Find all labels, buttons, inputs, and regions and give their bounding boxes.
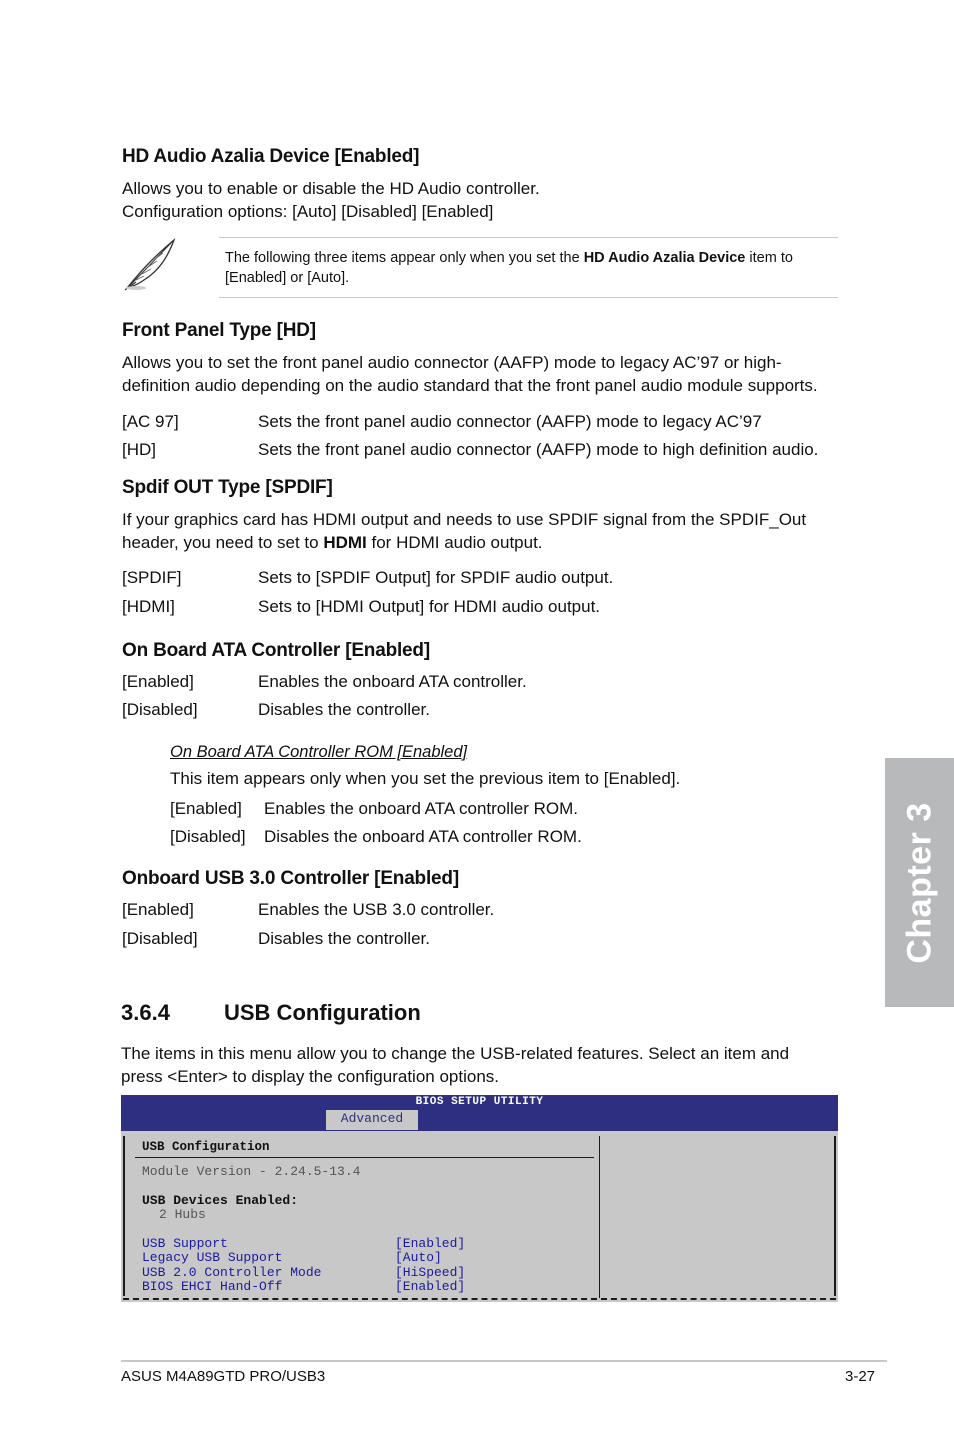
bios-bottom-dash bbox=[123, 1298, 836, 1300]
note-top-rule bbox=[219, 237, 838, 238]
section-number: 3.6.4 bbox=[121, 1000, 170, 1025]
bios-value-usb2-mode[interactable]: [HiSpeed] bbox=[395, 1265, 466, 1280]
spdif-line1: If your graphics card has HDMI output and needs to use SPDIF signal from the SPDIF_Out bbox=[122, 510, 807, 529]
note-bold: HD Audio Azalia Device bbox=[583, 250, 746, 266]
hd-audio-line2: Configuration options: [Auto] [Disabled] [Enabled] bbox=[122, 202, 494, 221]
ata-rom-text: This item appears only when you set the previous item to [Enabled]. bbox=[170, 769, 681, 788]
spdif-line2-bold: HDMI bbox=[323, 533, 367, 552]
option-key: [HD] bbox=[122, 440, 156, 459]
option-key: [Enabled] bbox=[122, 900, 194, 919]
hd-audio-heading: HD Audio Azalia Device [Enabled] bbox=[122, 146, 420, 167]
bios-devices-value: 2 Hubs bbox=[159, 1207, 206, 1222]
section-line1: The items in this menu allow you to change the USB-related features. Select an item and bbox=[121, 1044, 790, 1063]
bios-panel-title: USB Configuration bbox=[142, 1140, 270, 1154]
option-desc: Sets to [SPDIF Output] for SPDIF audio output. bbox=[258, 568, 614, 587]
footer-product: ASUS M4A89GTD PRO/USB3 bbox=[121, 1368, 326, 1385]
section-line2: press <Enter> to display the configuration options. bbox=[121, 1067, 500, 1086]
option-key: [AC 97] bbox=[122, 412, 179, 431]
option-key: [Enabled] bbox=[122, 672, 194, 691]
chapter-tab-label: Chapter 3 bbox=[900, 801, 938, 964]
bios-module-version: Module Version - 2.24.5-13.4 bbox=[142, 1164, 361, 1179]
option-key: [Enabled] bbox=[170, 799, 242, 818]
option-desc: Enables the onboard ATA controller. bbox=[258, 672, 527, 691]
note-line1 bbox=[225, 250, 793, 266]
chapter-tab bbox=[885, 758, 954, 1007]
bios-screen bbox=[121, 1095, 838, 1302]
option-key: [HDMI] bbox=[122, 597, 175, 616]
spdif-heading: Spdif OUT Type [SPDIF] bbox=[122, 477, 333, 498]
spdif-line2-pre: header, you need to set to bbox=[122, 533, 324, 552]
option-desc: Disables the controller. bbox=[258, 929, 430, 948]
spdif-line2-post: for HDMI audio output. bbox=[366, 533, 543, 552]
note-text-post: item to bbox=[745, 250, 793, 266]
usb3-heading: Onboard USB 3.0 Controller [Enabled] bbox=[122, 868, 459, 889]
bios-value-usb-support[interactable]: [Enabled] bbox=[395, 1236, 466, 1251]
option-key: [Disabled] bbox=[122, 700, 198, 719]
option-desc: Sets the front panel audio connector (AAFP) mode to legacy AC’97 bbox=[258, 412, 762, 431]
bios-item-usb2-mode[interactable]: USB 2.0 Controller Mode bbox=[142, 1265, 322, 1280]
option-key: [Disabled] bbox=[170, 827, 246, 846]
note-text: The following three items appear only when you set the bbox=[225, 250, 584, 266]
ata-heading: On Board ATA Controller [Enabled] bbox=[122, 640, 430, 661]
option-desc: Enables the onboard ATA controller ROM. bbox=[264, 799, 579, 818]
bios-item-ehci-handoff[interactable]: BIOS EHCI Hand-Off bbox=[142, 1279, 283, 1294]
note-line2: [Enabled] or [Auto]. bbox=[225, 270, 350, 286]
option-key: [SPDIF] bbox=[122, 568, 182, 587]
front-panel-line2: definition audio depending on the audio standard that the front panel audio module supports. bbox=[122, 376, 818, 395]
spdif-line2 bbox=[122, 531, 543, 554]
bios-item-usb-support[interactable]: USB Support bbox=[142, 1236, 228, 1251]
bios-title-underline bbox=[135, 1157, 594, 1158]
front-panel-line1: Allows you to set the front panel audio connector (AAFP) mode to legacy AC’97 or high- bbox=[122, 353, 782, 372]
bios-value-legacy-usb[interactable]: [Auto] bbox=[395, 1250, 442, 1265]
bios-title: BIOS SETUP UTILITY bbox=[415, 1096, 544, 1108]
option-desc: Sets the front panel audio connector (AAFP) mode to high definition audio. bbox=[258, 440, 819, 459]
ata-rom-subheading: On Board ATA Controller ROM [Enabled] bbox=[170, 743, 468, 761]
bios-devices-label: USB Devices Enabled: bbox=[142, 1193, 299, 1208]
bios-item-legacy-usb[interactable]: Legacy USB Support bbox=[142, 1250, 283, 1265]
footer-page-number: 3-27 bbox=[845, 1368, 876, 1385]
section-title: USB Configuration bbox=[224, 1000, 421, 1025]
footer-rule bbox=[121, 1360, 887, 1362]
option-key: [Disabled] bbox=[122, 929, 198, 948]
note-bottom-rule bbox=[219, 297, 838, 298]
option-desc: Disables the onboard ATA controller ROM. bbox=[264, 827, 582, 846]
front-panel-heading: Front Panel Type [HD] bbox=[122, 320, 316, 341]
bios-value-ehci-handoff[interactable]: [Enabled] bbox=[395, 1279, 466, 1294]
option-desc: Enables the USB 3.0 controller. bbox=[258, 900, 495, 919]
bios-tab-advanced[interactable]: Advanced bbox=[326, 1110, 418, 1130]
option-desc: Disables the controller. bbox=[258, 700, 430, 719]
bios-panel-divider bbox=[599, 1136, 600, 1298]
feather-pen-icon bbox=[122, 236, 180, 292]
option-desc: Sets to [HDMI Output] for HDMI audio output. bbox=[258, 597, 601, 616]
hd-audio-line1: Allows you to enable or disable the HD Audio controller. bbox=[122, 179, 540, 198]
